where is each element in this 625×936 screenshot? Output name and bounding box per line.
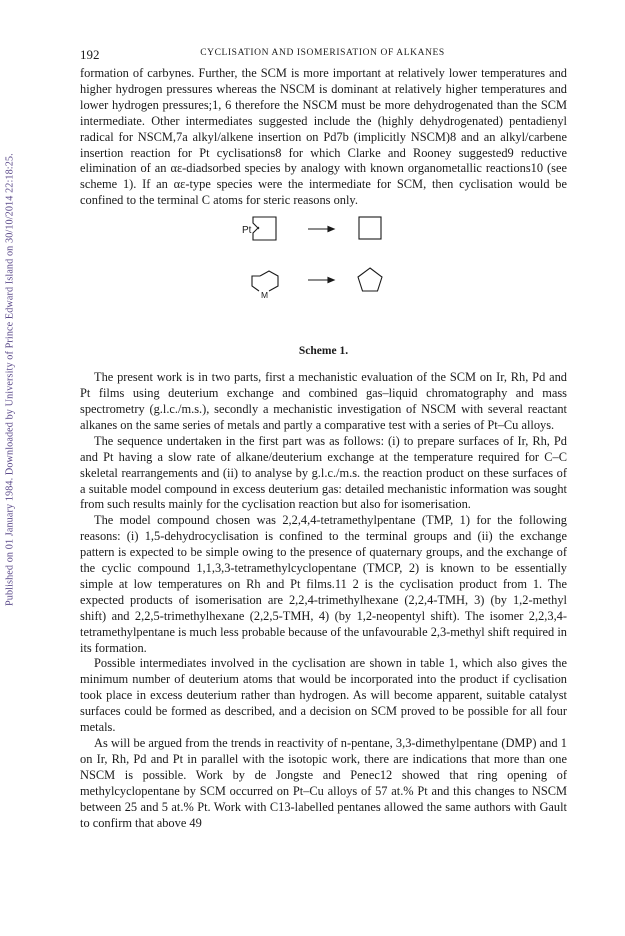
reaction-arrowhead-1 — [328, 227, 334, 232]
running-head: CYCLISATION AND ISOMERISATION OF ALKANES — [200, 48, 445, 58]
body-paragraph: The sequence undertaken in the first part was as follows: (i) to prepare surfaces of Ir, Rh, Pd and Pt having a slow rate of alkane/deuterium exchange at the temperature required for C–C skeletal rearrangements and (ii) to analyse by g.l.c./m.s. the reaction product on these surfaces of a suitable model compound in excess deuterium gas: detailed mechanistic information was sought from such results mainly for the cyclisation reaction but also for isomerisation. — [80, 433, 567, 512]
page-header — [80, 47, 565, 63]
page-number: 192 — [80, 47, 100, 62]
article-body — [80, 66, 567, 831]
body-paragraph: The model compound chosen was 2,2,4,4-tetramethylpentane (TMP, 1) for the following reasons: (i) 1,5-dehydrocyclisation is confined to the terminal groups and (ii) the exchange pattern is expected to be simple owing to the presence of quaternary groups, and the exchange of the cyclic compound 1,1,3,3-tetramethylcyclopentane (TMCP, 2) is known to be essentially simple at low temperatures on Rh and Pt films.11 2 is the cyclisation product from 1. The expected products of isomerisation are 2,2,4-trimethylhexane (2,2,4-TMH, 3) (by 1,2-methyl shift) and 2,2,5-trimethylhexane (2,2,5-TMH, 4) (by 1,2-neopentyl shift). The isomer 2,2,3,4-tetramethylpentane is much less probable because of the unfavourable 2,3-methyl shift required in its formation. — [80, 513, 567, 655]
body-paragraph: The present work is in two parts, first a mechanistic evaluation of the SCM on Ir, Rh, Pd and Pt films using deuterium exchange and combined gas–liquid chromatography and mass spectrometry (g.l.c./m.s.), secondly a mechanistic investigation of NSCM with several reactant alkanes on the same series of metals and partly a comparative test with a series of Pt–Cu alloys. — [80, 370, 567, 432]
m-atom-label: M — [261, 290, 269, 301]
body-paragraph: formation of carbynes. Further, the SCM is more important at relatively lower temperatures and higher hydrogen pressures whereas the NSCM is dominant at relatively higher temperatures and lower hydrogen pressures;1, 6 therefore the NSCM must be more dehydrogenated than the SCM intermediate. Other intermediates suggested include the (highly dehydrogenated) pentadienyl radical for NSCM,7a alkyl/alkene insertion on Pd7b (implicitly NSCM)8 and an alkyl/carbene insertion reaction for Pt cyclisations8 for which Clarke and Rooney suggested9 reductive elimination of an αε-diadsorbed species by analogy with known organometallic reactions10 (see scheme 1). If an αε-type species were the intermediate for SCM, then cyclisation would be confined to the terminal C atoms for steric reasons only. — [80, 66, 567, 208]
cyclobutane-product — [359, 217, 381, 239]
body-paragraph: As will be argued from the trends in reactivity of n-pentane, 3,3-dimethylpentane (DMP) and 1 on Ir, Rh, Pd and Pt in parallel with the isotopic work, there are indications that more than one NSCM is possible. Work by de Jongste and Penec12 showed that ring opening of methylcyclopentane by SCM occurred on Pt–Cu alloys of 57 at.% Pt and this changes to NSCM between 25 and 5 at.% Pt. Work with C13-labelled pentanes allowed the same authors with Gault to confirm that above 49 — [80, 736, 567, 830]
scheme-caption: Scheme 1. — [298, 345, 349, 358]
reaction-arrowhead-2 — [328, 278, 334, 283]
body-paragraph: Possible intermediates involved in the cyclisation are shown in table 1, which also gives the minimum number of deuterium atoms that would be incorporated into the product if cyclisation took place in excess deuterium rather than hydrogen. As will become apparent, suitable catalyst surfaces could be formed as described, and a decision on SCM proved to be possible for all four metals. — [80, 656, 567, 735]
metallacyclohexane-ring — [252, 271, 278, 291]
cyclopentane-product — [358, 268, 382, 291]
platinacycle-ring — [253, 217, 276, 240]
pt-atom-label: Pt — [242, 225, 252, 237]
scheme-1 — [80, 209, 567, 370]
download-watermark: Published on 01 January 1984. Downloaded by University of Prince Edward Island on 30/10/2014 22:18:25. — [4, 153, 16, 607]
